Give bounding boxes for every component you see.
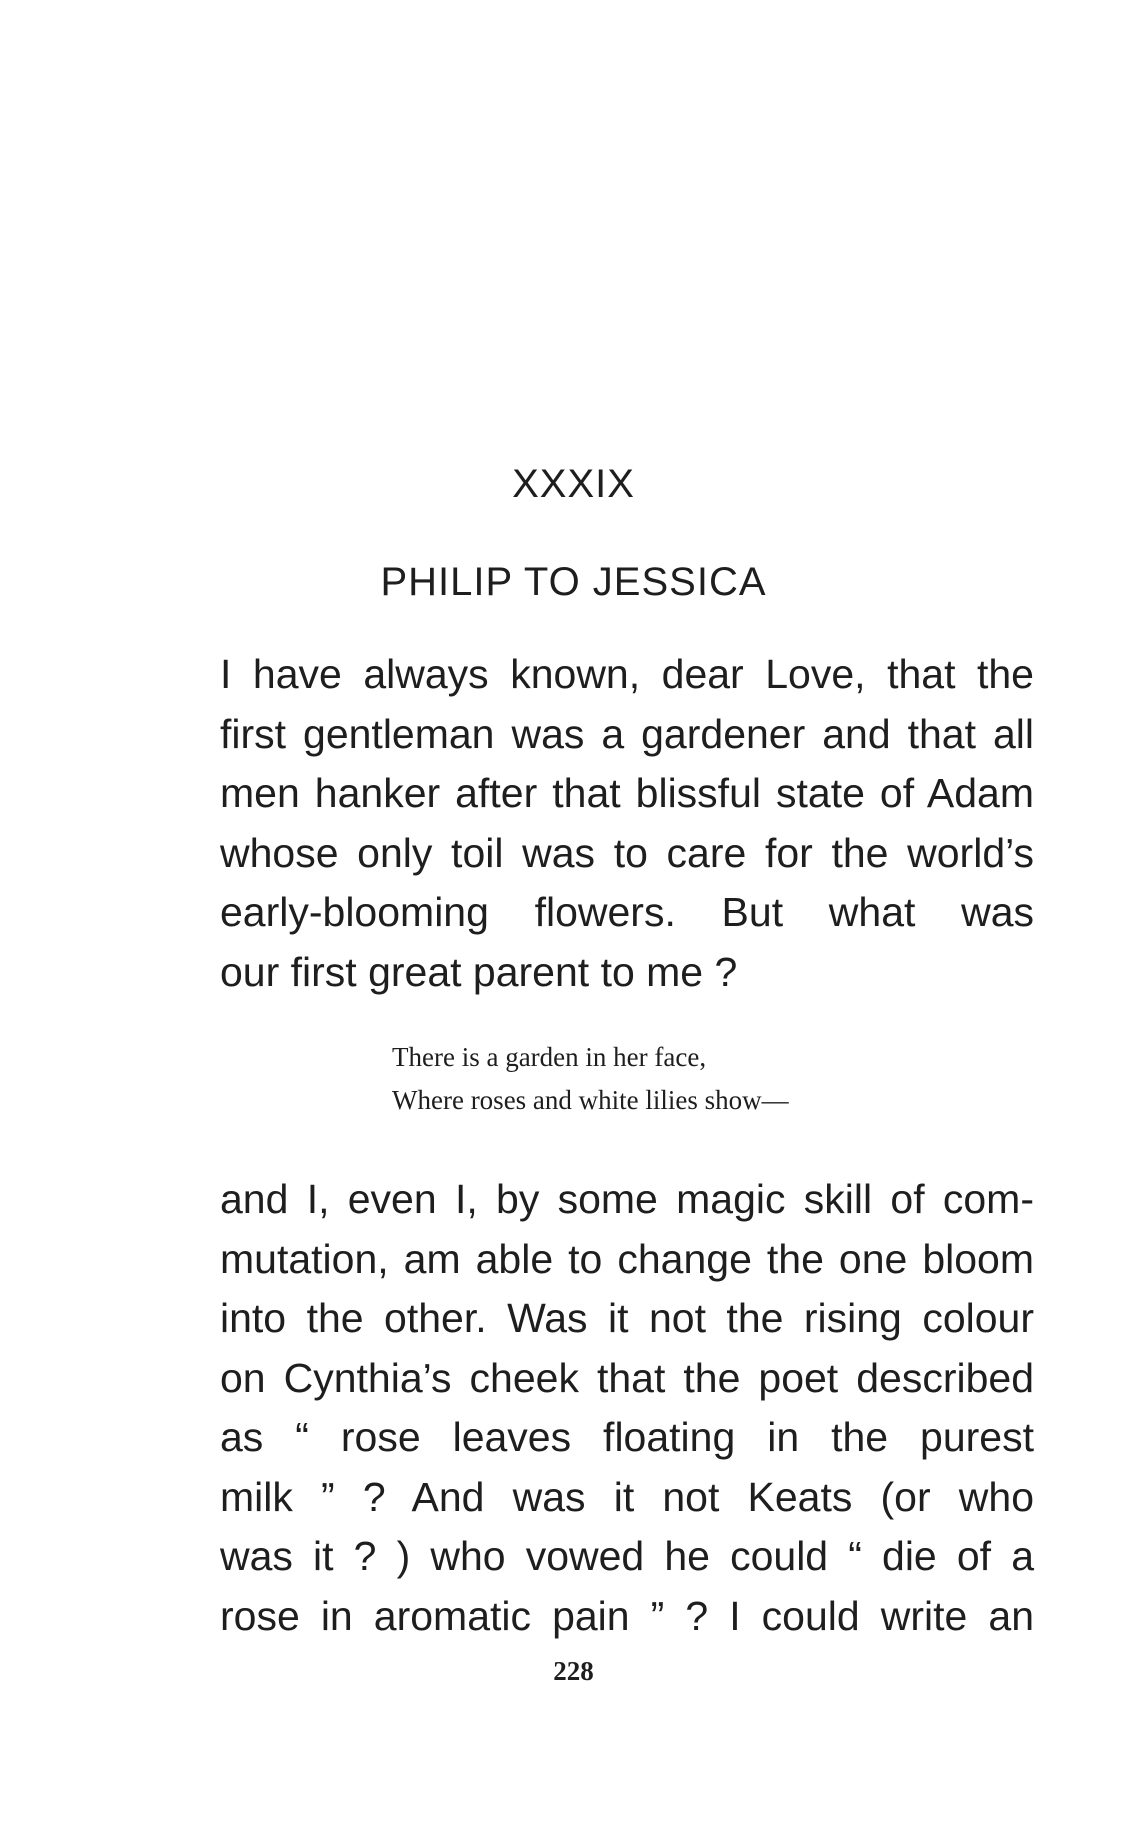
text-line: milk ” ? And was it not Keats (or who [220,1473,1034,1520]
text-line: into the other. Was it not the rising colour [220,1295,1034,1341]
text-line: men hanker after that blissful state of Adam [220,770,1034,816]
paragraph-1 [220,645,1034,1002]
page-number: 228 [553,1656,594,1686]
text-line: whose only toil was to care for the world’s [220,829,1034,876]
text-line: I have always known, dear Love, that the [220,651,1034,697]
text-line: as “ rose leaves floating in the purest [220,1414,1034,1460]
text-line: mutation, am able to change the one bloom [220,1235,1034,1282]
verse-line: There is a garden in her face, [392,1042,707,1072]
text-line: on Cynthia’s cheek that the poet described [220,1354,1034,1401]
verse-quote [392,1036,789,1122]
chapter-number: XXXIX [512,462,635,506]
text-line: early-blooming flowers. But what was [220,889,1034,935]
verse-line: Where roses and white lilies show— [392,1085,789,1115]
text-line: our first great parent to me ? [220,948,738,995]
paragraph-2 [220,1170,1034,1646]
text-line: first gentleman was a gardener and that all [220,710,1034,757]
text-line: was it ? ) who vowed he could “ die of a [220,1533,1034,1579]
text-line: and I, even I, by some magic skill of com- [220,1176,1034,1222]
chapter-title: PHILIP TO JESSICA [380,560,767,604]
text-line: rose in aromatic pain ” ? I could write an [220,1592,1034,1639]
